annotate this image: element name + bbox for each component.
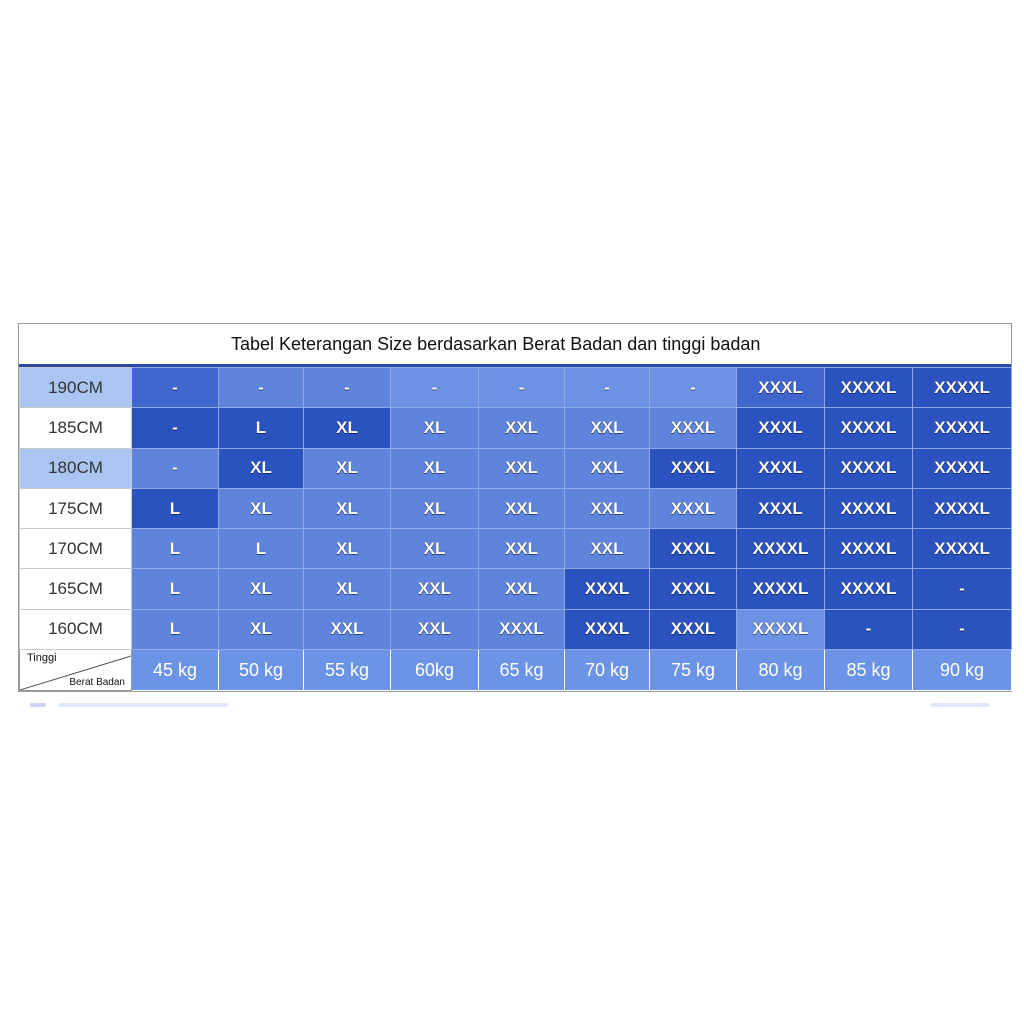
size-cell: XXXXL	[825, 408, 913, 448]
size-cell: L	[132, 569, 219, 609]
size-cell: L	[132, 529, 219, 569]
size-cell: XXL	[565, 448, 650, 488]
size-cell: XXXXL	[737, 529, 825, 569]
size-cell: -	[825, 609, 913, 649]
size-cell: XXL	[479, 488, 565, 528]
size-cell: XXXL	[737, 368, 825, 408]
weight-label: 70 kg	[565, 650, 650, 691]
size-cell: XXXXL	[913, 529, 1012, 569]
weight-label: 90 kg	[913, 650, 1012, 691]
size-cell: XXXL	[737, 448, 825, 488]
size-cell: XXXL	[565, 609, 650, 649]
size-cell: XXL	[391, 609, 479, 649]
height-label: 180CM	[20, 448, 132, 488]
size-cell: -	[132, 448, 219, 488]
weight-row	[20, 650, 1012, 691]
size-cell: XXL	[479, 569, 565, 609]
table-row	[20, 488, 1012, 528]
size-cell: XL	[304, 529, 391, 569]
chart-title: Tabel Keterangan Size berdasarkan Berat Badan dan tinggi badan	[19, 324, 1011, 367]
size-cell: XXXXL	[913, 488, 1012, 528]
height-label: 170CM	[20, 529, 132, 569]
size-cell: XXXXL	[737, 609, 825, 649]
size-cell: XXXL	[650, 609, 737, 649]
size-cell: XXXXL	[913, 408, 1012, 448]
weight-label: 55 kg	[304, 650, 391, 691]
weight-label: 85 kg	[825, 650, 913, 691]
size-cell: XL	[304, 488, 391, 528]
size-cell: XXL	[479, 408, 565, 448]
weight-label: 65 kg	[479, 650, 565, 691]
table-row	[20, 368, 1012, 408]
size-cell: -	[132, 368, 219, 408]
size-cell: XXXL	[737, 488, 825, 528]
size-cell: XXXXL	[737, 569, 825, 609]
size-cell: XXXXL	[825, 529, 913, 569]
size-cell: XL	[219, 448, 304, 488]
table-row	[20, 609, 1012, 649]
size-cell: -	[219, 368, 304, 408]
size-cell: XXXL	[650, 529, 737, 569]
size-cell: XXL	[479, 448, 565, 488]
size-cell: XXL	[565, 488, 650, 528]
height-label: 165CM	[20, 569, 132, 609]
weight-label: 60kg	[391, 650, 479, 691]
size-cell: XXL	[304, 609, 391, 649]
table-row	[20, 569, 1012, 609]
height-label: 185CM	[20, 408, 132, 448]
size-cell: XL	[391, 408, 479, 448]
size-cell: XXXL	[479, 609, 565, 649]
size-cell: XL	[391, 529, 479, 569]
size-cell: -	[132, 408, 219, 448]
size-cell: XXXL	[650, 569, 737, 609]
footer-bar	[58, 703, 228, 707]
weight-label: 75 kg	[650, 650, 737, 691]
size-cell: XL	[304, 569, 391, 609]
size-cell: XL	[219, 488, 304, 528]
size-cell: XXL	[565, 529, 650, 569]
size-cell: XXXXL	[825, 448, 913, 488]
weight-label: 50 kg	[219, 650, 304, 691]
corner-cell	[20, 650, 132, 691]
corner-top-label: Tinggi	[27, 652, 57, 665]
size-cell: L	[132, 488, 219, 528]
size-cell: XXL	[479, 529, 565, 569]
size-cell: XL	[391, 448, 479, 488]
corner-bottom-label: Berat Badan	[69, 677, 125, 689]
size-cell: L	[219, 529, 304, 569]
size-cell: -	[479, 368, 565, 408]
size-cell: XXXXL	[825, 488, 913, 528]
size-cell: XXXXL	[825, 569, 913, 609]
size-cell: XXXL	[565, 569, 650, 609]
size-cell: -	[913, 569, 1012, 609]
size-cell: XXXL	[650, 488, 737, 528]
size-cell: XXL	[565, 408, 650, 448]
size-cell: XL	[219, 569, 304, 609]
size-cell: XL	[304, 448, 391, 488]
footer-strip	[30, 703, 990, 709]
height-label: 190CM	[20, 368, 132, 408]
size-cell: XL	[391, 488, 479, 528]
weight-label: 80 kg	[737, 650, 825, 691]
size-cell: XL	[304, 408, 391, 448]
height-label: 160CM	[20, 609, 132, 649]
size-chart-table	[18, 323, 1012, 692]
table-row	[20, 448, 1012, 488]
size-cell: XXXXL	[913, 368, 1012, 408]
size-cell: L	[132, 609, 219, 649]
size-cell: -	[650, 368, 737, 408]
size-cell: XXXL	[650, 448, 737, 488]
size-cell: XL	[219, 609, 304, 649]
size-cell: -	[913, 609, 1012, 649]
size-cell: -	[565, 368, 650, 408]
size-cell: XXL	[391, 569, 479, 609]
size-cell: -	[391, 368, 479, 408]
weight-label: 45 kg	[132, 650, 219, 691]
size-cell: XXXXL	[913, 448, 1012, 488]
footer-bar	[30, 703, 46, 707]
height-label: 175CM	[20, 488, 132, 528]
table-row	[20, 408, 1012, 448]
footer-bar	[930, 703, 990, 707]
table-row	[20, 529, 1012, 569]
size-cell: XXXL	[737, 408, 825, 448]
size-grid	[19, 367, 1012, 691]
size-cell: XXXXL	[825, 368, 913, 408]
size-cell: L	[219, 408, 304, 448]
size-cell: -	[304, 368, 391, 408]
size-cell: XXXL	[650, 408, 737, 448]
